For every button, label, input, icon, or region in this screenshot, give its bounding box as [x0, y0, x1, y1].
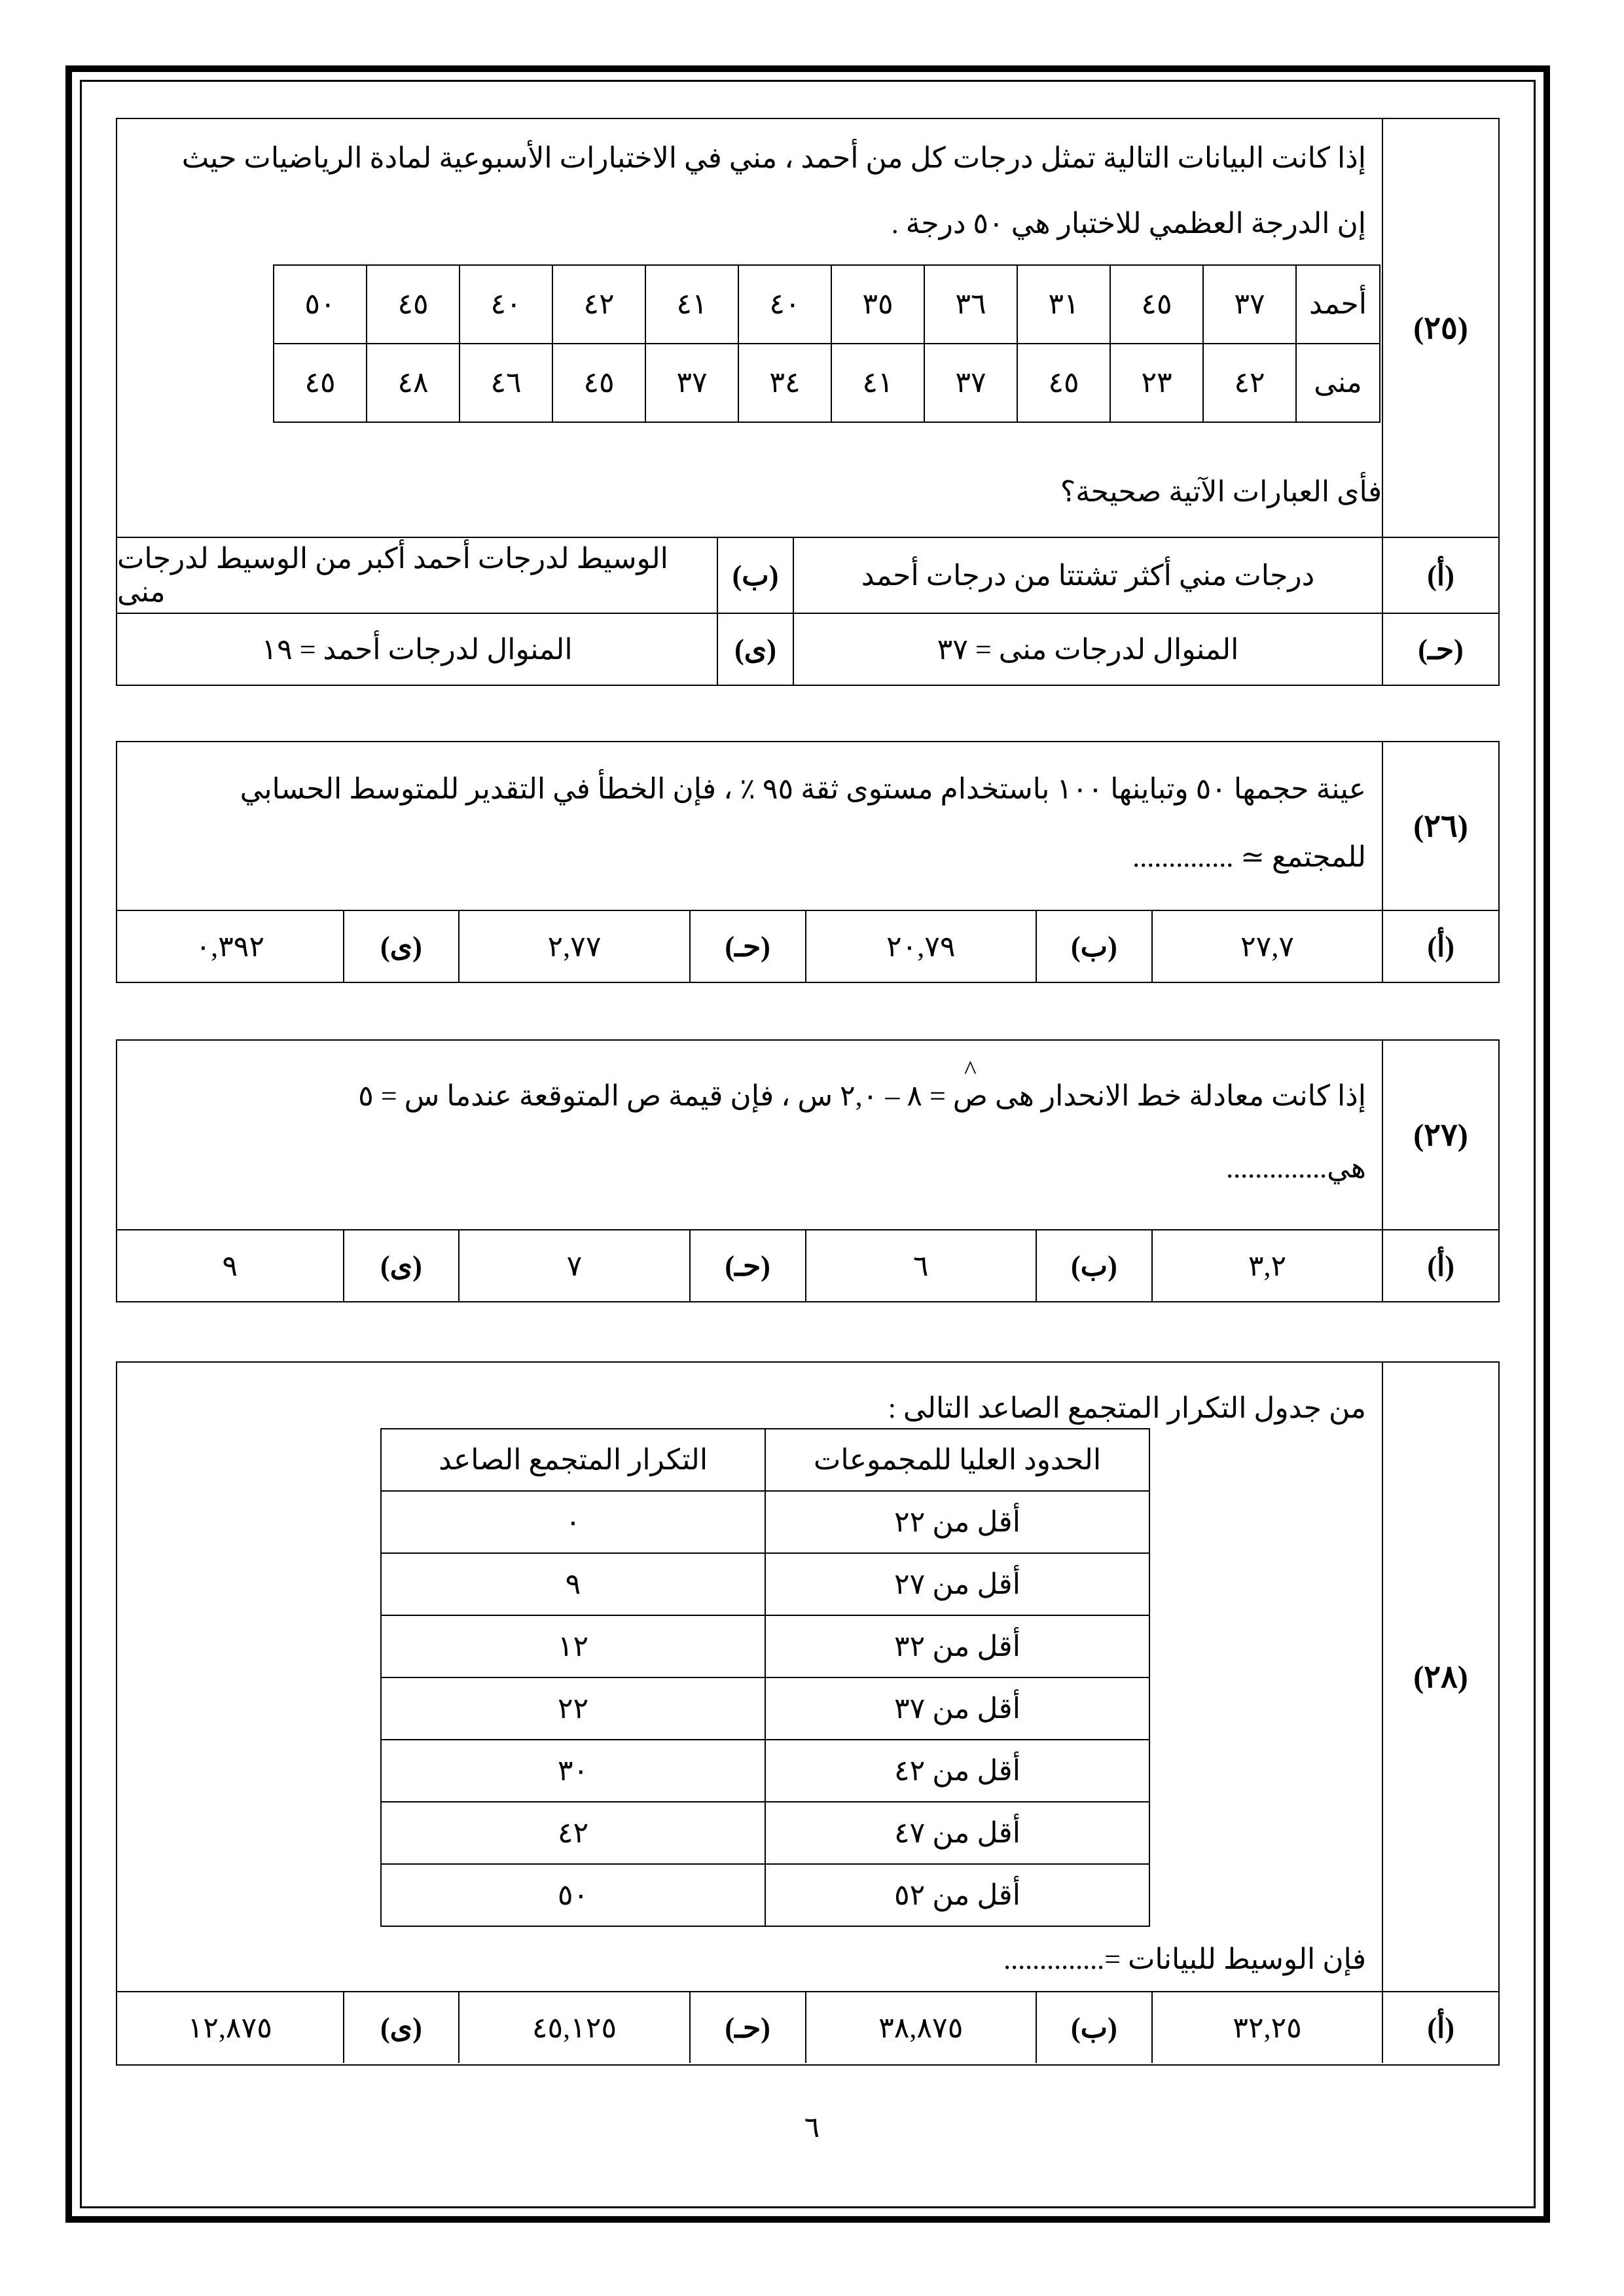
- table-cell: أقل من ٥٢: [765, 1864, 1149, 1926]
- table-row: [381, 1802, 1149, 1864]
- question-25: [116, 118, 1500, 686]
- table-cell: ٤٢: [552, 265, 645, 344]
- question-prompt: فأى العبارات الآتية صحيحة؟: [1060, 476, 1382, 508]
- table-cell: ٣٤: [738, 344, 831, 422]
- option-a[interactable]: ٣٢,٢٥: [1151, 1992, 1382, 2063]
- table-cell: ٣٧: [924, 344, 1017, 422]
- table-cell: ٥٠: [381, 1864, 765, 1926]
- option-d[interactable]: ١٢,٨٧٥: [187, 2011, 272, 2044]
- table-cell: ٢٣: [1110, 344, 1203, 422]
- option-c-label: (حـ): [689, 1992, 805, 2063]
- option-c-label: (حـ): [1382, 614, 1498, 685]
- option-c[interactable]: المنوال لدرجات منى = ٣٧: [793, 614, 1382, 685]
- table-row: [381, 1677, 1149, 1740]
- table-cell: ٤٢: [381, 1802, 765, 1864]
- question-number: (٢٥): [1382, 119, 1498, 537]
- table-row: [381, 1615, 1149, 1677]
- option-b[interactable]: الوسيط لدرجات أحمد أكبر من الوسيط لدرجات منى: [117, 543, 668, 608]
- table-cell: ٤٦: [460, 344, 552, 422]
- option-a-label: (أ): [1382, 538, 1498, 613]
- table-cell: ٩: [381, 1553, 765, 1615]
- row-label: منى: [1296, 344, 1380, 422]
- table-cell: ٣٧: [1203, 265, 1296, 344]
- option-b-label: (ب): [1036, 1992, 1151, 2063]
- table-cell: ٤٢: [1203, 344, 1296, 422]
- option-c[interactable]: ٤٥,١٢٥: [458, 1992, 689, 2063]
- option-b[interactable]: ٣٨,٨٧٥: [805, 1992, 1036, 2063]
- table-cell: ١٢: [381, 1615, 765, 1677]
- cumulative-frequency-table: [380, 1428, 1150, 1927]
- option-c[interactable]: ٧: [458, 1230, 689, 1301]
- table-cell: ٣٥: [831, 265, 924, 344]
- option-a[interactable]: ٢٧,٧: [1151, 911, 1382, 982]
- option-b-label: (ب): [717, 538, 793, 613]
- option-d[interactable]: المنوال لدرجات أحمد = ١٩: [261, 633, 573, 666]
- table-row: [381, 1491, 1149, 1553]
- table-cell: ٤٥: [1110, 265, 1203, 344]
- table-row: [274, 265, 1380, 344]
- option-d-label: (ى): [343, 1230, 459, 1301]
- question-text-line1: عينة حجمها ٥٠ وتباينها ١٠٠ باستخدام مستوى ثقة ٩٥ ٪ ، فإن الخطأ في التقدير للمتوسط الحسابي: [240, 773, 1366, 805]
- question-27: [116, 1039, 1500, 1302]
- question-text-line1: إذا كانت البيانات التالية تمثل درجات كل من أحمد ، مني في الاختبارات الأسبوعية لمادة الرياضيات حيث: [181, 142, 1366, 174]
- table-row: [381, 1864, 1149, 1926]
- table-cell: أقل من ٣٢: [765, 1615, 1149, 1677]
- table-cell: ٠: [381, 1491, 765, 1553]
- table-cell: ٢٢: [381, 1677, 765, 1740]
- table-cell: ٣٦: [924, 265, 1017, 344]
- option-c[interactable]: ٢,٧٧: [458, 911, 689, 982]
- header-cumulative-frequency: التكرار المتجمع الصاعد: [381, 1429, 765, 1491]
- table-cell: ٤٨: [367, 344, 460, 422]
- question-28: [116, 1361, 1500, 2066]
- option-a[interactable]: ٣,٢: [1151, 1230, 1382, 1301]
- table-cell: أقل من ٤٧: [765, 1802, 1149, 1864]
- table-cell: أقل من ٢٢: [765, 1491, 1149, 1553]
- option-a-label: (أ): [1382, 1230, 1498, 1301]
- option-a[interactable]: درجات مني أكثر تشتتا من درجات أحمد: [793, 538, 1382, 613]
- table-cell: ٣١: [1017, 265, 1110, 344]
- table-cell: ٤٠: [738, 265, 831, 344]
- option-d-label: (ى): [343, 911, 459, 982]
- table-cell: ٣٠: [381, 1740, 765, 1802]
- question-number: (٢٧): [1382, 1041, 1498, 1229]
- table-cell: ٤٥: [274, 344, 367, 422]
- table-cell: أقل من ٣٧: [765, 1677, 1149, 1740]
- question-text-line2: للمجتمع ≃ ..............: [1132, 841, 1366, 873]
- row-label: أحمد: [1296, 265, 1380, 344]
- question-number: (٢٦): [1382, 742, 1498, 910]
- option-b-label: (ب): [1036, 1230, 1151, 1301]
- table-cell: ٤١: [645, 265, 738, 344]
- table-cell: أقل من ٤٢: [765, 1740, 1149, 1802]
- table-cell: ٣٧: [645, 344, 738, 422]
- table-cell: ٥٠: [274, 265, 367, 344]
- scores-table: [273, 264, 1380, 423]
- option-d-label: (ى): [343, 1992, 459, 2063]
- option-a-label: (أ): [1382, 911, 1498, 982]
- question-text-line2: هي..............: [1226, 1152, 1366, 1184]
- table-cell: أقل من ٢٧: [765, 1553, 1149, 1615]
- table-row: [381, 1740, 1149, 1802]
- table-cell: ٤٥: [367, 265, 460, 344]
- table-header-row: [381, 1429, 1149, 1491]
- table-cell: ٤٥: [552, 344, 645, 422]
- question-number: (٢٨): [1382, 1363, 1498, 1991]
- table-row: [381, 1553, 1149, 1615]
- option-a-label: (أ): [1382, 1992, 1498, 2063]
- y-hat-symbol: ^ ص: [953, 1060, 988, 1132]
- table-cell: ٤٥: [1017, 344, 1110, 422]
- question-intro: من جدول التكرار المتجمع الصاعد التالى :: [888, 1392, 1366, 1424]
- option-b[interactable]: ٦: [805, 1230, 1036, 1301]
- option-d-label: (ى): [717, 614, 793, 685]
- question-text-line1: إذا كانت معادلة خط الانحدار هى ^ ص = ٨ – ٢,٠ س ، فإن قيمة ص المتوقعة عندما س = ٥: [133, 1060, 1366, 1132]
- option-d[interactable]: ٠,٣٩٢: [195, 930, 265, 963]
- page-number: ٦: [804, 2111, 820, 2144]
- question-prompt: فإن الوسيط للبيانات =..............: [1003, 1943, 1366, 1975]
- header-upper-bounds: الحدود العليا للمجموعات: [765, 1429, 1149, 1491]
- question-text-line2: إن الدرجة العظمي للاختبار هي ٥٠ درجة .: [891, 207, 1366, 240]
- option-c-label: (حـ): [689, 911, 805, 982]
- option-d[interactable]: ٩: [222, 1249, 238, 1282]
- question-26: [116, 741, 1500, 983]
- option-c-label: (حـ): [689, 1230, 805, 1301]
- option-b[interactable]: ٢٠,٧٩: [805, 911, 1036, 982]
- table-cell: ٤١: [831, 344, 924, 422]
- table-cell: ٤٠: [460, 265, 552, 344]
- option-b-label: (ب): [1036, 911, 1151, 982]
- table-row: [274, 344, 1380, 422]
